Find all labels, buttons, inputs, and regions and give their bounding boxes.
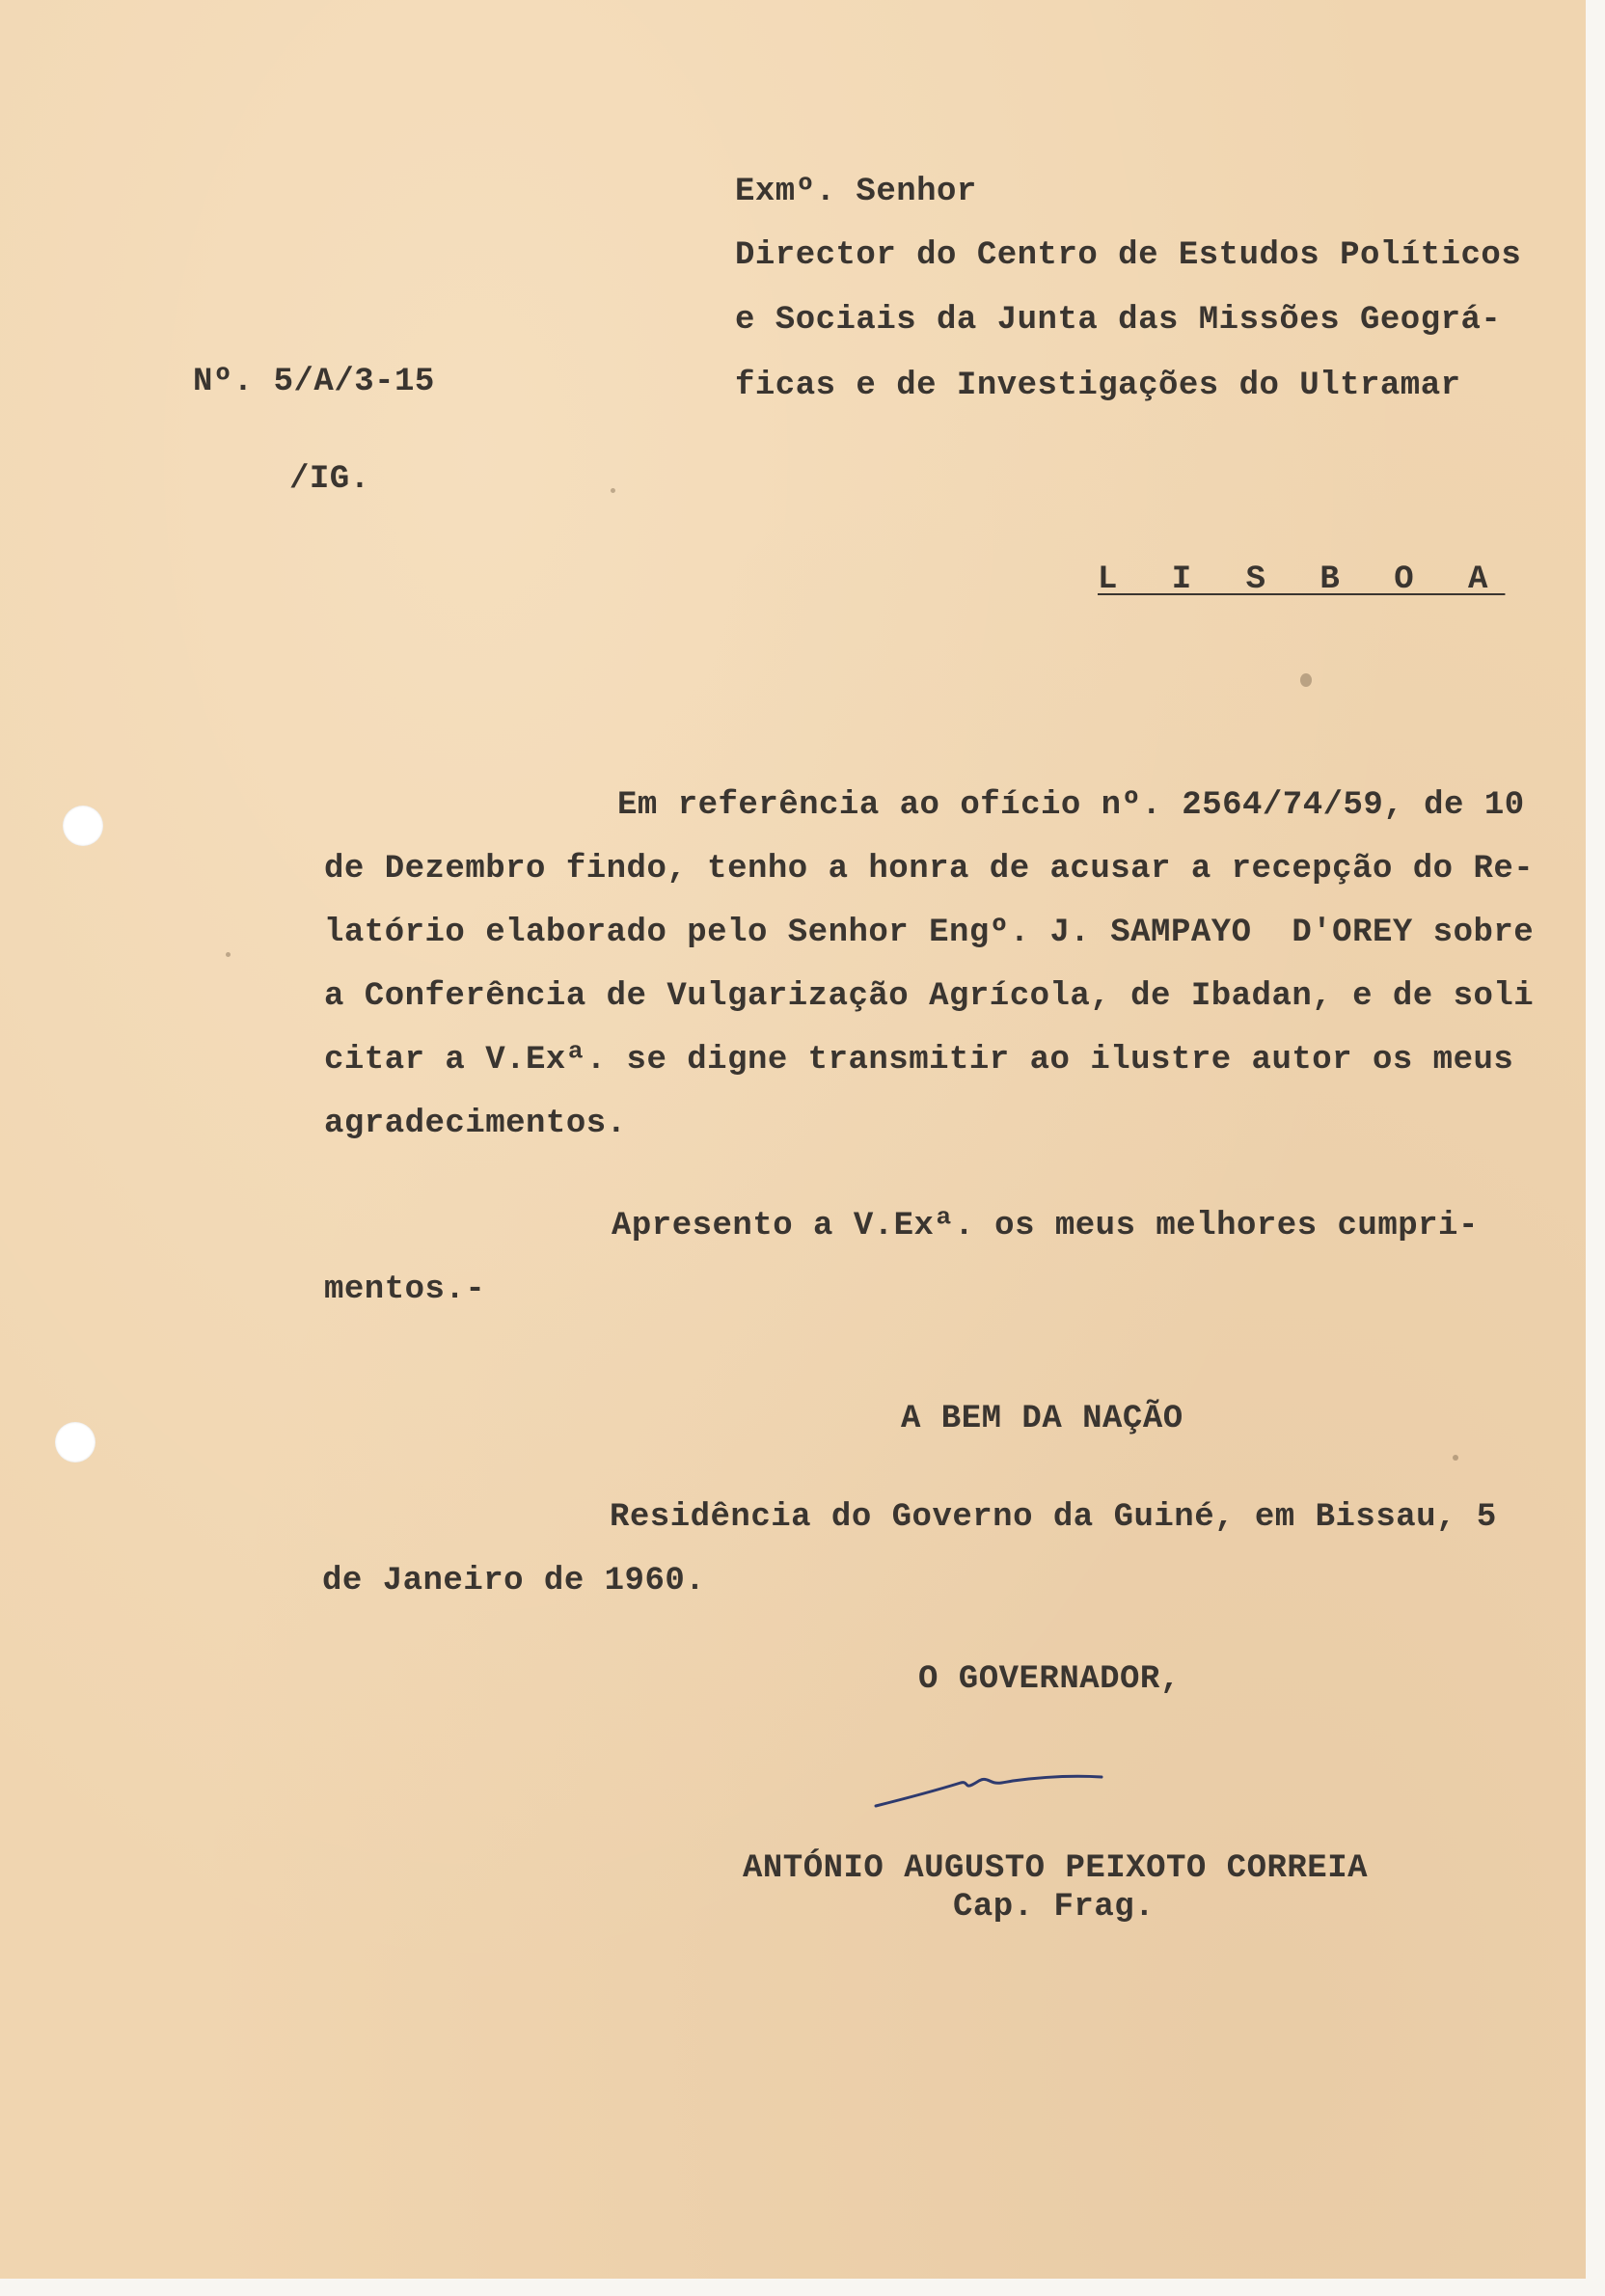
signer-name: ANTÓNIO AUGUSTO PEIXOTO CORREIA — [743, 1850, 1369, 1887]
punch-hole — [63, 806, 103, 846]
recipient-line: ficas e de Investigações do Ultramar — [735, 368, 1461, 404]
body-line: Apresento a V.Exª. os meus melhores cumpri- — [612, 1208, 1479, 1244]
body-line: mentos.- — [324, 1271, 486, 1308]
body-line: Em referência ao ofício nº. 2564/74/59, de 10 — [617, 787, 1525, 824]
recipient-salutation: Exmº. Senhor — [735, 174, 977, 210]
body-line: citar a V.Exª. se digne transmitir ao ilustre autor os meus — [324, 1042, 1514, 1079]
closing-place-date: de Janeiro de 1960. — [322, 1563, 706, 1599]
handwritten-signature — [868, 1756, 1109, 1814]
body-line: de Dezembro findo, tenho a honra de acusar a recepção do Re- — [324, 851, 1535, 888]
recipient-line: Director do Centro de Estudos Políticos — [735, 237, 1522, 274]
paper-stain — [1453, 1455, 1458, 1461]
scan-edge — [0, 2279, 1605, 2296]
body-line: latório elaborado pelo Senhor Engº. J. SAMPAYO D'OREY sobre — [324, 915, 1535, 951]
recipient-line: e Sociais da Junta das Missões Geográ- — [735, 302, 1502, 339]
scan-edge — [1586, 0, 1605, 2296]
body-line: a Conferência de Vulgarização Agrícola, de Ibadan, e de soli — [324, 978, 1535, 1015]
paper-stain — [1300, 673, 1312, 687]
recipient-city: L I S B O A — [1098, 561, 1506, 598]
signer-title: O GOVERNADOR, — [918, 1661, 1181, 1698]
reference-number: Nº. 5/A/3-15 — [193, 364, 435, 400]
closing-motto: A BEM DA NAÇÃO — [901, 1401, 1183, 1437]
paper-stain — [611, 488, 615, 493]
punch-hole — [55, 1422, 95, 1462]
signer-rank: Cap. Frag. — [953, 1889, 1156, 1926]
closing-place-date: Residência do Governo da Guiné, em Bissau, 5 — [610, 1499, 1497, 1536]
reference-suffix: /IG. — [289, 461, 370, 498]
paper-stain — [226, 952, 231, 957]
body-line: agradecimentos. — [324, 1106, 627, 1142]
